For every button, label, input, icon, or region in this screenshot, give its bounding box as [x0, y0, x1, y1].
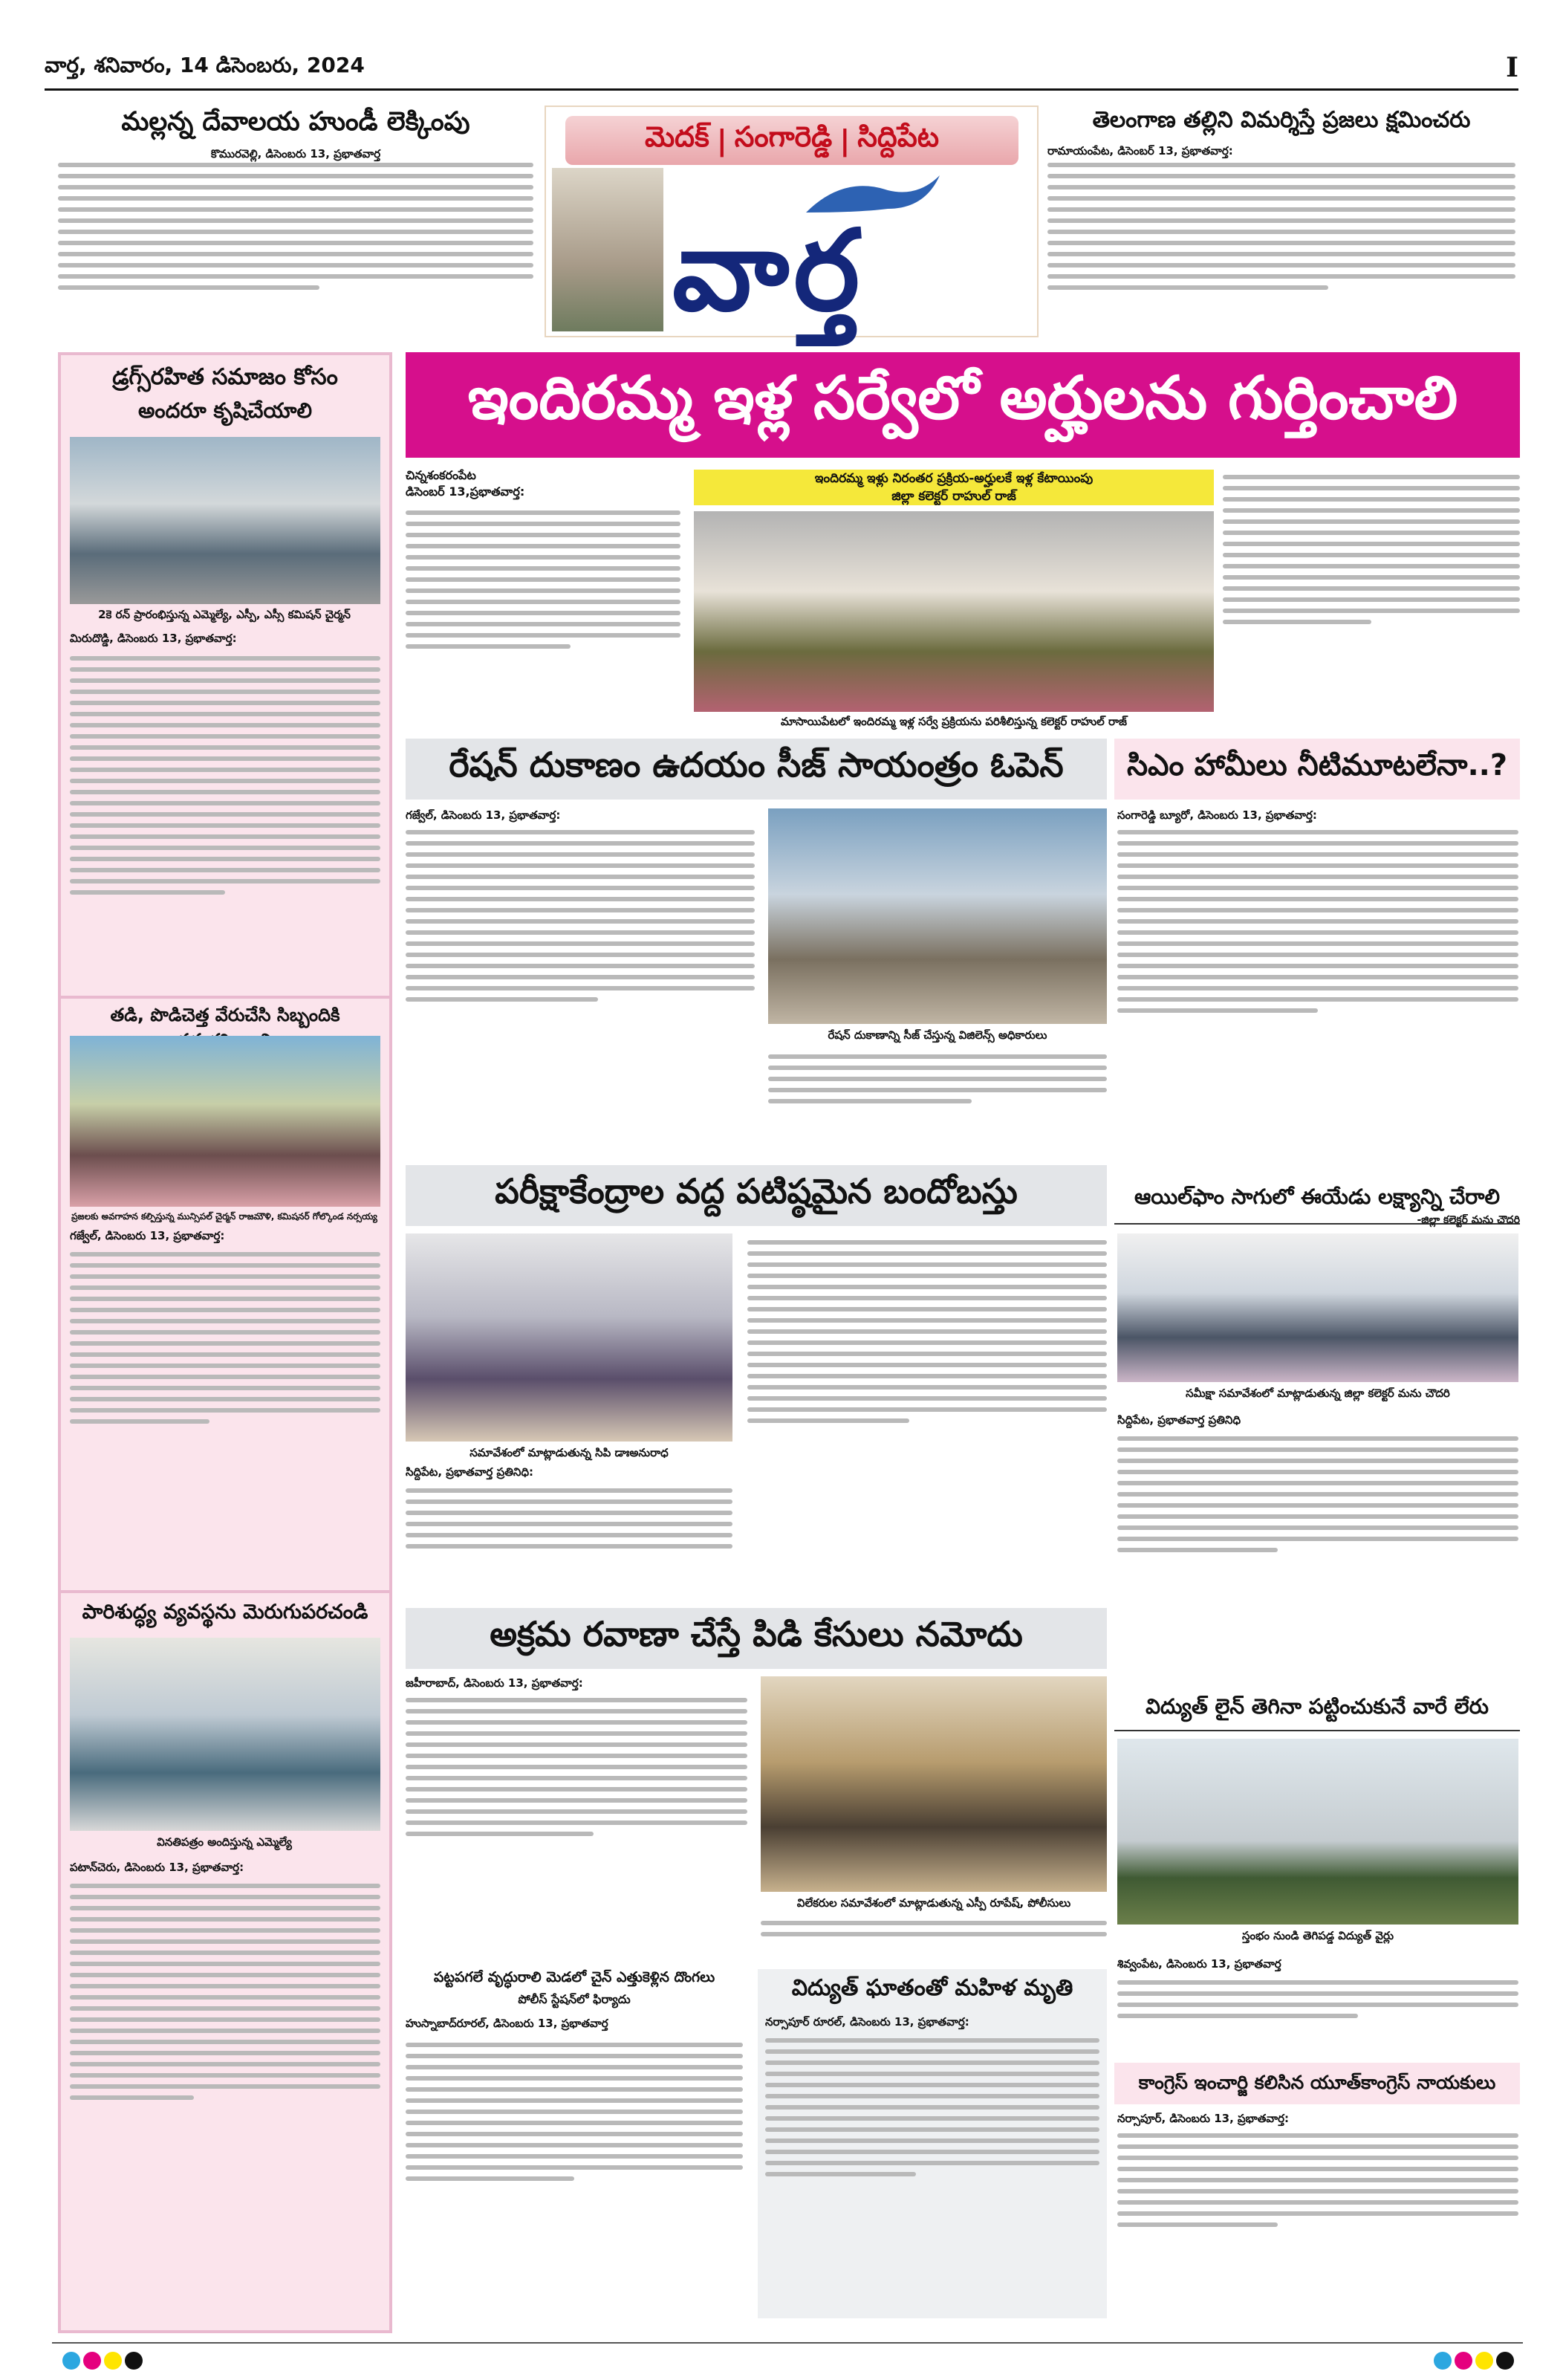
story-cm[interactable]: [1117, 808, 1518, 1180]
body-text-2: [768, 1048, 1107, 1152]
story-dateline: సిద్దిపేట, ప్రభాతవార్త ప్రతినిధి:: [406, 1465, 534, 1479]
bottom-rule: [52, 2342, 1523, 2344]
photo-caption: విలేకరుల సమావేశంలో మాట్లాడుతున్న ఎస్పీ రూపేష్, పోలీసులు: [796, 1896, 1071, 1910]
story-dateline: గజ్వేల్, డిసెంబరు 13, ప్రభాతవార్త:: [70, 1229, 225, 1242]
photo-caption: మాసాయిపేటలో ఇందిరమ్మ ఇళ్ల సర్వే ప్రక్రియను పరిశీలిస్తున్న కలెక్టర్ రాహుల్ రాజ్: [780, 715, 1128, 728]
oilpalm-photo: [1117, 1233, 1518, 1382]
reg-dot-yellow: [104, 2352, 122, 2370]
story-congress[interactable]: [1117, 2112, 1518, 2320]
drugs-photo: [70, 437, 380, 604]
story-title: ఆయిల్‌ఫాం సాగులో ఈయేడు లక్ష్యాన్ని చేరాలి: [1134, 1184, 1501, 1209]
story-dateline: నర్సాపూర్, డిసెంబరు 13, ప్రభాతవార్త:: [1117, 2112, 1290, 2125]
story-title: తడి, పొడిచెత్త వేరుచేసి సిబ్బందికి: [110, 1005, 340, 1025]
story-dateline: హుస్నాబాద్‌రూరల్, డిసెంబరు 13, ప్రభాతవార్త: [406, 2017, 608, 2030]
reg-dot-yellow: [1475, 2352, 1493, 2370]
story-title: పారిశుద్ధ్య వ్యవస్థను మెరుగుపరచండి: [82, 1601, 368, 1624]
exam-headline: పరీక్షాకేంద్రాల వద్ద పటిష్ఠమైన బందోబస్తు: [406, 1165, 1107, 1226]
story-illegal[interactable]: [406, 1676, 1107, 1959]
subhead-line-1: ఇందిరమ్మ ఇళ్లు నిరంతర ప్రక్రియ-అర్హులకే ఇళ్ల కేటాయింపు: [814, 471, 1094, 486]
page-number: I: [1506, 51, 1518, 83]
body-text: [1117, 1974, 1518, 2048]
tadi-photo: [70, 1036, 380, 1207]
power-photo: [1117, 1739, 1518, 1925]
body-text-2: [761, 1914, 1107, 1959]
photo-caption: ప్రజలకు అవగాహన కల్పిస్తున్న మున్సిపల్ చైర్మన్ రాజమౌళి, కమిషనర్ గోల్కొండ నర్సయ్య: [71, 1211, 377, 1222]
body-text: [58, 156, 533, 334]
story-dateline: మిరుదొడ్డి, డిసెంబరు 13, ప్రభాతవార్త:: [70, 632, 237, 645]
exam-photo: [406, 1233, 732, 1442]
reg-dot-cyan: [1434, 2352, 1452, 2370]
illegal-headline: అక్రమ రవాణా చేస్తే పిడి కేసులు నమోదు: [406, 1608, 1107, 1669]
story-dateline: గజ్వేల్, డిసెంబరు 13, ప్రభాతవార్త:: [406, 808, 561, 822]
story-telangana[interactable]: [1047, 104, 1515, 339]
story-dateline-2: డిసెంబర్ 13,ప్రభాతవార్త:: [406, 484, 525, 499]
dateline: వార్త, శనివారం, 14 డిసెంబరు, 2024: [45, 52, 365, 77]
story-subtitle: పోలీస్ స్టేషన్‌లో ఫిర్యాదు: [518, 1992, 631, 2006]
story-tadi[interactable]: [58, 996, 392, 1605]
story-title: తెలంగాణ తల్లిని విమర్శిస్తే ప్రజలు క్షమించరు: [1092, 107, 1471, 133]
indiramma-photo: [694, 511, 1214, 712]
body-text-right: [747, 1233, 1107, 1598]
body-text: [765, 2032, 1099, 2314]
story-dateline: కొమురవెల్లి, డిసెంబరు 13, ప్రభాతవార్త: [210, 147, 381, 160]
reg-dot-magenta: [83, 2352, 101, 2370]
story-ration[interactable]: [406, 808, 1107, 1158]
story-chain[interactable]: [406, 1969, 743, 2318]
district-1: మెదక్: [644, 120, 709, 153]
reg-dot-magenta: [1455, 2352, 1472, 2370]
indiramma-subhead: [694, 470, 1214, 505]
district-banner: [565, 116, 1018, 165]
body-text: [70, 1245, 380, 1595]
photo-caption: రేషన్ దుకాణాన్ని సీజ్ చేస్తున్న విజిలెన్స్ అధికారులు: [828, 1028, 1047, 1042]
congress-header: [1114, 2063, 1520, 2104]
power-header: [1114, 1687, 1520, 1731]
body-text: [1117, 2127, 1518, 2320]
sanitation-photo: [70, 1638, 380, 1831]
body-text: [406, 504, 680, 727]
story-title: విద్యుత్ ఘాతంతో మహిళ మృతి: [791, 1975, 1073, 2001]
indiramma-headline: ఇందిరమ్మ ఇళ్ల సర్వేలో అర్హులను గుర్తించాలి: [406, 352, 1520, 458]
photo-caption: 2కె రన్ ప్రారంభిస్తున్న ఎమ్మెల్యే, ఎస్పీ, ఎస్సీ కమిషన్ చైర్మన్: [98, 608, 351, 621]
story-shock[interactable]: [758, 1969, 1107, 2318]
reg-dot-black: [1496, 2352, 1514, 2370]
body-text: [1047, 156, 1515, 334]
separator: |: [839, 124, 851, 157]
story-subtitle: -జిల్లా కలెక్టర్ మను చౌదరి: [1417, 1214, 1520, 1226]
subhead-line-2: జిల్లా కలెక్టర్ రాహుల్ రాజ్: [891, 489, 1016, 504]
story-dateline: పటాన్‌చెరు, డిసెంబరు 13, ప్రభాతవార్త:: [70, 1861, 244, 1874]
story-power[interactable]: [1117, 1739, 1518, 2051]
story-dateline: సిద్దిపేట, ప్రభాతవార్త ప్రతినిధి: [1117, 1413, 1241, 1427]
ration-headline: రేషన్ దుకాణం ఉదయం సీజ్ సాయంత్రం ఓపెన్: [406, 739, 1107, 800]
story-mallanna[interactable]: [58, 104, 533, 339]
photo-caption: వినతిపత్రం అందిస్తున్న ఎమ్మెల్యే: [157, 1835, 292, 1849]
story-dateline: రామాయంపేట, డిసెంబర్ 13, ప్రభాతవార్త:: [1047, 144, 1233, 158]
body-text-right: [1223, 468, 1520, 721]
oilpalm-header: [1114, 1184, 1520, 1225]
story-subtitle: అందరూ కృషిచేయాలి: [137, 398, 312, 423]
story-title: డ్రగ్స్‌రహిత సమాజం కోసం: [112, 364, 338, 390]
body-text: [406, 2036, 743, 2318]
story-title: పట్టపగలే వృద్ధురాలి మెడలో చైన్ ఎత్తుకెళ్లిన దొంగలు: [433, 1969, 715, 1985]
body-text: [406, 1482, 732, 1601]
story-title: కాంగ్రెస్ ఇంచార్జి కలిసిన యూత్‌కాంగ్రెస్ నాయకులు: [1138, 2072, 1496, 2093]
story-dateline: శివ్వంపేట, డిసెంబరు 13, ప్రభాతవార్త: [1117, 1957, 1281, 1971]
photo-caption: సమావేశంలో మాట్లాడుతున్న సిపి డాఃఅనురాధ: [469, 1446, 669, 1459]
masthead: [545, 106, 1039, 337]
body-text: [406, 823, 755, 1150]
story-dateline: చిన్నశంకరంపేట: [406, 468, 476, 482]
district-3: సిద్దిపేట: [857, 120, 940, 153]
district-2: సంగారెడ్డి: [734, 120, 833, 153]
story-oilpalm[interactable]: [1117, 1233, 1518, 1679]
ration-photo: [768, 808, 1107, 1024]
story-indiramma[interactable]: [406, 468, 1520, 728]
police-photo: [761, 1676, 1107, 1892]
separator: |: [716, 124, 727, 157]
story-title: విద్యుత్ లైన్ తెగినా పట్టించుకునే వారే లేరు: [1146, 1694, 1489, 1719]
story-title: మల్లన్న దేవాలయ హుండీ లెక్కింపు: [121, 107, 470, 137]
body-text: [70, 1877, 380, 2323]
story-dateline: నర్సాపూర్ రూరల్, డిసెంబరు 13, ప్రభాతవార్త:: [765, 2015, 969, 2029]
photo-caption: స్తంభం నుండి తెగిపడ్డ విద్యుత్ వైర్లు: [1241, 1929, 1394, 1942]
story-exam[interactable]: [406, 1233, 1107, 1605]
story-dateline: జహీరాబాద్, డిసెంబరు 13, ప్రభాతవార్త:: [406, 1676, 583, 1690]
story-sanitation[interactable]: [58, 1590, 392, 2333]
reg-dot-cyan: [62, 2352, 80, 2370]
cm-headline: సిఎం హామీలు నీటిమూటలేనా..?: [1114, 739, 1520, 800]
temple-photo: [552, 168, 663, 331]
page-header: [45, 46, 1518, 91]
photo-caption: సమీక్షా సమావేశంలో మాట్లాడుతున్న జిల్లా కలెక్టర్ మను చౌదరి: [1186, 1387, 1450, 1400]
body-text: [1117, 1430, 1518, 1675]
newspaper-logo: వార్త: [672, 205, 865, 336]
body-text: [1117, 823, 1518, 1180]
reg-dot-black: [125, 2352, 143, 2370]
body-text: [406, 1691, 747, 1959]
story-dateline: సంగారెడ్డి బ్యూరో, డిసెంబరు 13, ప్రభాతవార్త:: [1117, 808, 1317, 822]
